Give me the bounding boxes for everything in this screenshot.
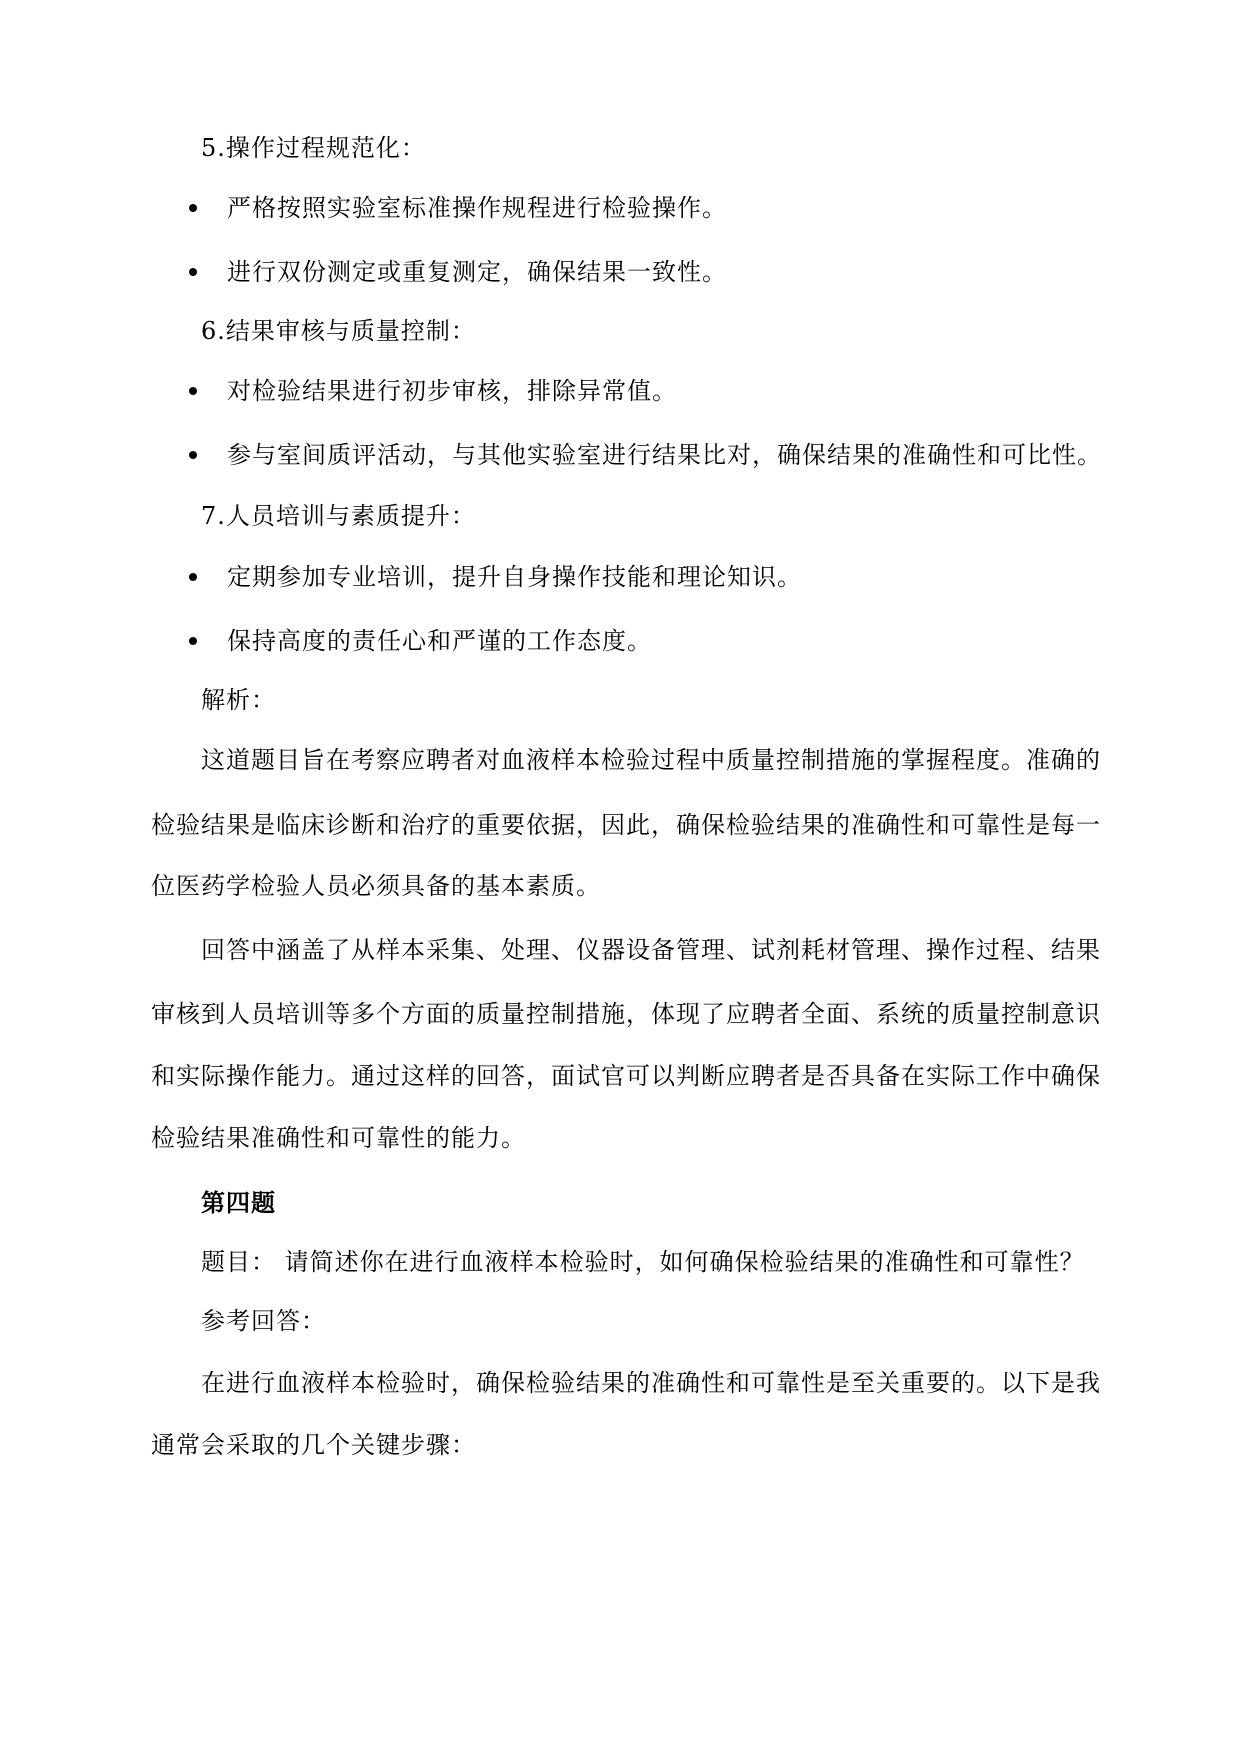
question-4-answer-line-1: 在进行血液样本检验时，确保检验结果的准确性和可靠性是至关重要的。以下是我: [201, 1369, 1101, 1397]
analysis-p1-line-1: 这道题目旨在考察应聘者对血液样本检验过程中质量控制措施的掌握程度。准确的: [201, 746, 1101, 774]
analysis-p2-line-3: 和实际操作能力。通过这样的回答，面试官可以判断应聘者是否具备在实际工作中确保: [151, 1062, 1101, 1090]
question-4-title: 第四题: [201, 1188, 276, 1217]
section-6-heading: 6.结果审核与质量控制：: [201, 317, 476, 345]
question-4-answer-line-2: 通常会采取的几个关键步骤：: [151, 1431, 476, 1459]
bullet-icon: [189, 268, 197, 276]
analysis-label: 解析：: [201, 686, 276, 714]
bullet-icon: [189, 204, 197, 212]
section-5-heading: 5.操作过程规范化：: [201, 134, 426, 162]
section-7-item-1: 定期参加专业培训，提升自身操作技能和理论知识。: [227, 563, 802, 591]
question-4-question: 题目： 请简述你在进行血液样本检验时，如何确保检验结果的准确性和可靠性？: [201, 1248, 1085, 1276]
analysis-p1-line-2: 检验结果是临床诊断和治疗的重要依据，因此，确保检验结果的准确性和可靠性是每一: [151, 811, 1101, 839]
bullet-icon: [189, 637, 197, 645]
bullet-icon: [189, 387, 197, 395]
section-6-item-2: 参与室间质评活动，与其他实验室进行结果比对，确保结果的准确性和可比性。: [227, 441, 1102, 469]
analysis-p1-line-3: 位医药学检验人员必须具备的基本素质。: [151, 872, 601, 900]
question-4-answer-label: 参考回答：: [201, 1307, 326, 1335]
bullet-icon: [189, 451, 197, 459]
section-7-heading: 7.人员培训与素质提升：: [201, 502, 476, 530]
analysis-p2-line-4: 检验结果准确性和可靠性的能力。: [151, 1124, 526, 1152]
section-6-item-1: 对检验结果进行初步审核，排除异常值。: [227, 377, 677, 405]
section-7-item-2: 保持高度的责任心和严谨的工作态度。: [227, 627, 652, 655]
analysis-p2-line-1: 回答中涵盖了从样本采集、处理、仪器设备管理、试剂耗材管理、操作过程、结果: [201, 936, 1101, 964]
section-5-item-2: 进行双份测定或重复测定，确保结果一致性。: [227, 258, 727, 286]
bullet-icon: [189, 573, 197, 581]
analysis-p2-line-2: 审核到人员培训等多个方面的质量控制措施，体现了应聘者全面、系统的质量控制意识: [151, 1000, 1101, 1028]
section-5-item-1: 严格按照实验室标准操作规程进行检验操作。: [227, 194, 727, 222]
